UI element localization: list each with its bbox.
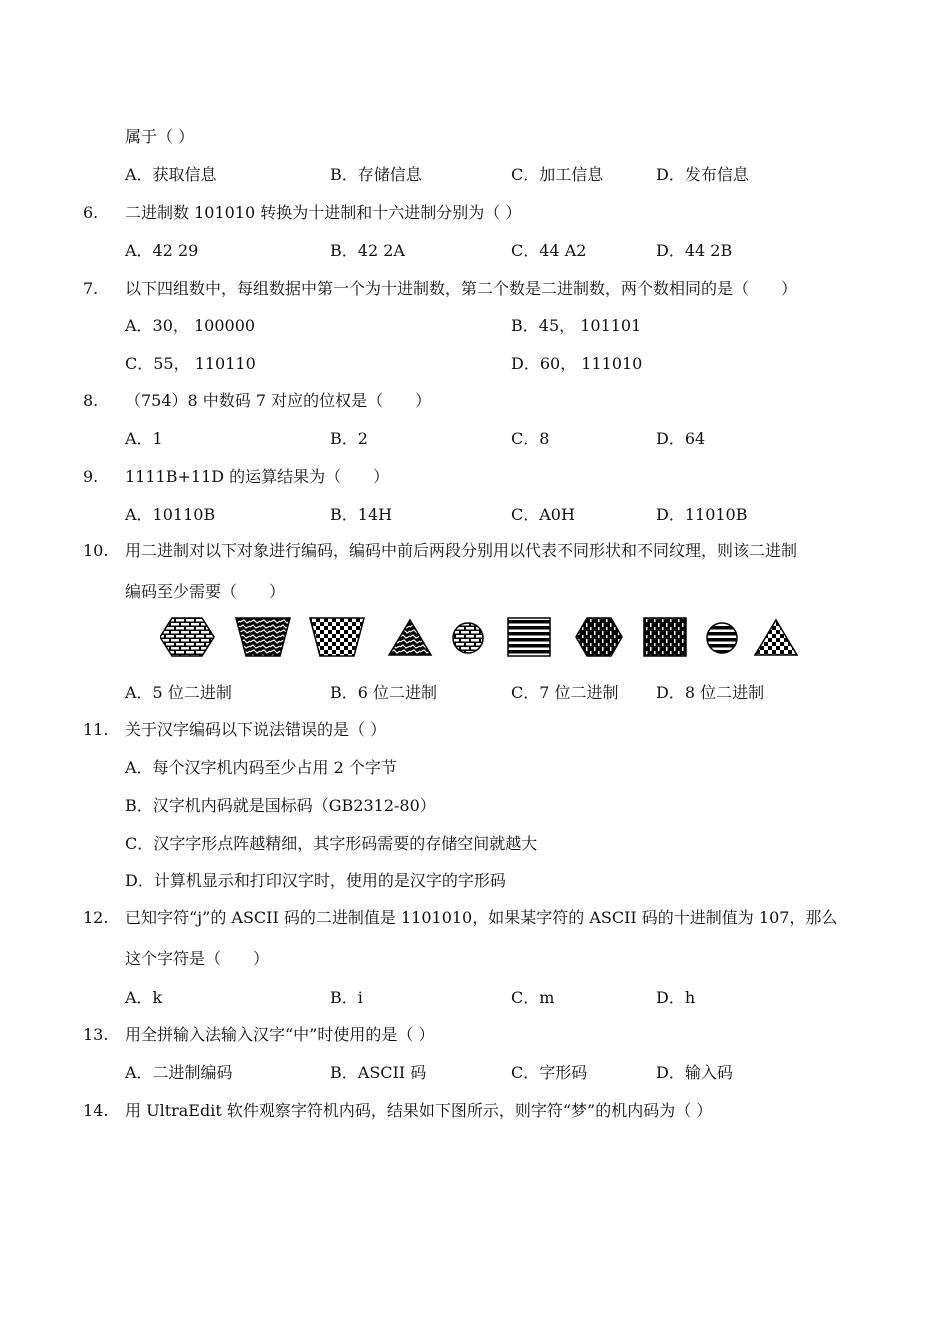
q10-option-d: D．8 位二进制 — [656, 683, 765, 702]
q13-option-d: D．输入码 — [656, 1063, 733, 1082]
q12-stem-line1: 已知字符“j”的 ASCII 码的二进制值是 1101010，如果某字符的 ASCII 码的十进制值为 107，那么 — [125, 908, 838, 927]
q11-stem: 关于汉字编码以下说法错误的是（ ） — [125, 720, 387, 739]
q8-option-c: C．8 — [511, 429, 550, 448]
q8-option-a: A．1 — [125, 429, 163, 448]
q11-number: 11. — [83, 720, 109, 739]
q10-option-a: A．5 位二进制 — [125, 683, 232, 702]
q12-stem-line2: 这个字符是（ ） — [125, 949, 270, 968]
q9-option-d: D．11010B — [656, 505, 748, 524]
q7-option-b: B．45， 101101 — [511, 316, 642, 335]
q6-number: 6. — [83, 203, 99, 222]
q9-option-a: A．10110B — [125, 505, 216, 524]
q10-shape-figure — [160, 614, 810, 664]
trapezoid-checker-shape — [310, 618, 364, 656]
q8-option-b: B．2 — [330, 429, 368, 448]
circle-hlines-shape — [707, 623, 737, 653]
q13-option-b: B．ASCII 码 — [330, 1063, 427, 1082]
q6-option-d: D．44 2B — [656, 241, 733, 260]
q9-option-b: B．14H — [330, 505, 393, 524]
q9-number: 9. — [83, 467, 99, 486]
q8-stem: （754）8 中数码 7 对应的位权是（ ） — [125, 391, 432, 410]
q5-option-d: D．发布信息 — [656, 165, 749, 184]
q7-number: 7. — [83, 279, 99, 298]
q7-option-a: A．30， 100000 — [125, 316, 256, 335]
q11-option-d: D．计算机显示和打印汉字时，使用的是汉字的字形码 — [125, 871, 506, 890]
q12-option-c: C．m — [511, 988, 555, 1007]
q5-option-b: B．存储信息 — [330, 165, 422, 184]
q13-option-a: A．二进制编码 — [125, 1063, 233, 1082]
q12-option-d: D．h — [656, 988, 696, 1007]
q11-option-b: B．汉字机内码就是国标码（GB2312-80） — [125, 796, 436, 815]
q14-stem: 用 UltraEdit 软件观察字符机内码，结果如下图所示，则字符“梦”的机内码为（ ） — [125, 1101, 713, 1120]
q13-stem: 用全拼输入法输入汉字“中”时使用的是（ ） — [125, 1025, 435, 1044]
q9-stem: 1111B+11D 的运算结果为（ ） — [125, 467, 390, 486]
trapezoid-zigzag-shape — [236, 618, 290, 656]
q10-option-b: B．6 位二进制 — [330, 683, 438, 702]
q11-option-a: A．每个汉字机内码至少占用 2 个字节 — [125, 758, 397, 777]
q7-option-d: D．60， 111010 — [511, 354, 643, 373]
square-dashes-shape — [644, 618, 686, 656]
q9-option-c: C．A0H — [511, 505, 575, 524]
q8-number: 8. — [83, 391, 99, 410]
q10-number: 10. — [83, 541, 109, 560]
q6-stem: 二进制数 101010 转换为十进制和十六进制分别为（ ） — [125, 203, 522, 222]
q14-number: 14. — [83, 1101, 109, 1120]
q7-option-c: C．55， 110110 — [125, 354, 256, 373]
q10-stem-line2: 编码至少需要（ ） — [125, 582, 286, 601]
q10-option-c: C．7 位二进制 — [511, 683, 619, 702]
hexagon-brick-shape — [160, 618, 214, 656]
hexagon-dashes-shape — [576, 618, 622, 656]
q7-stem: 以下四组数中，每组数据中第一个为十进制数，第二个数是二进制数，两个数相同的是（ ） — [125, 279, 798, 298]
q11-option-c: C．汉字字形点阵越精细，其字形码需要的存储空间就越大 — [125, 834, 538, 853]
q12-option-a: A．k — [125, 988, 163, 1007]
q6-option-b: B．42 2A — [330, 241, 405, 260]
q6-option-a: A．42 29 — [125, 241, 199, 260]
q12-option-b: B．i — [330, 988, 363, 1007]
q5-option-c: C．加工信息 — [511, 165, 604, 184]
circle-brick-shape — [453, 623, 483, 653]
q13-number: 13. — [83, 1025, 109, 1044]
q10-stem-line1: 用二进制对以下对象进行编码，编码中前后两段分别用以代表不同形状和不同纹理，则该二进制 — [125, 541, 798, 560]
triangle-checker-shape — [755, 620, 797, 655]
q8-option-d: D．64 — [656, 429, 706, 448]
q12-number: 12. — [83, 908, 109, 927]
q5-option-a: A．获取信息 — [125, 165, 217, 184]
triangle-zigzag-shape — [389, 620, 431, 655]
square-hlines-shape — [508, 618, 550, 656]
q6-option-c: C．44 A2 — [511, 241, 587, 260]
q13-option-c: C．字形码 — [511, 1063, 588, 1082]
q5-stem-continued: 属于（ ） — [125, 127, 195, 146]
